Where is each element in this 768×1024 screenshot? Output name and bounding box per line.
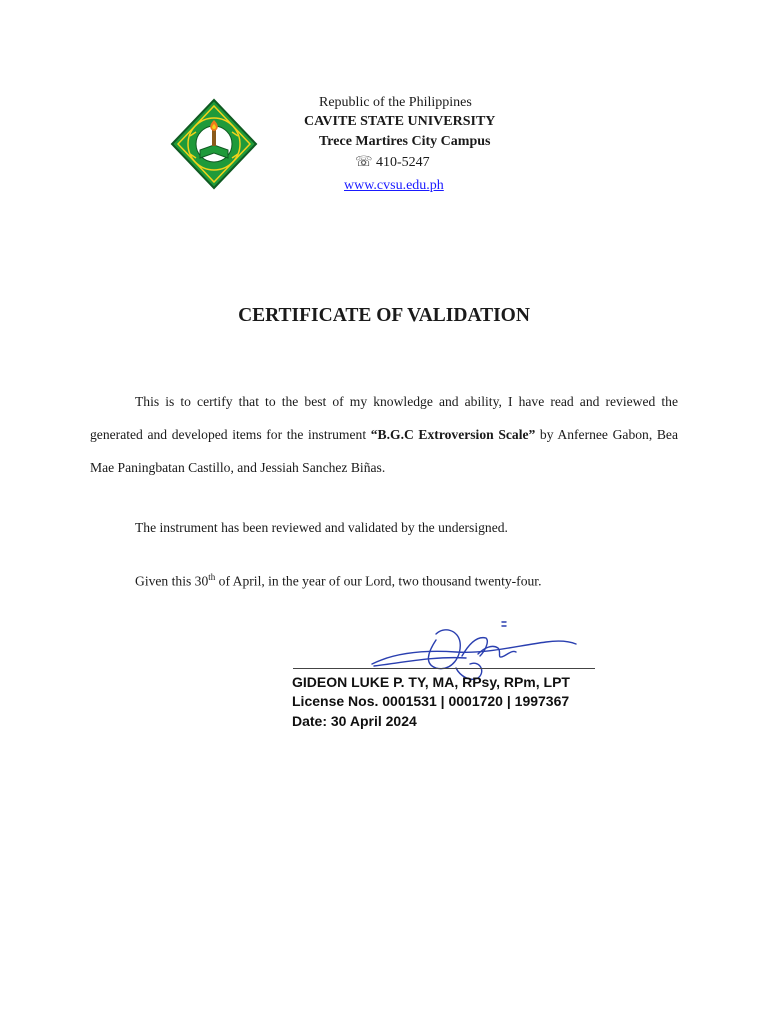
certification-paragraph [90, 385, 678, 484]
given-date-statement [135, 572, 541, 590]
license-numbers: License Nos. 0001531 | 0001720 | 1997367 [292, 693, 570, 709]
signature-line [293, 668, 595, 669]
phone-line [355, 153, 430, 173]
signatory-name: GIDEON LUKE P. TY, MA, RPsy, RPm, LPT [292, 674, 570, 690]
website-link[interactable]: www.cvsu.edu.ph [344, 178, 444, 193]
university-seal-logo [170, 98, 258, 190]
ordinal-suffix: th [208, 572, 216, 582]
paragraph-start: This is to certify that to the best of my knowledge and ability, I have read and reviewed the generated and developed items for the instrument [90, 394, 678, 442]
telephone-icon: ☏ [355, 155, 373, 170]
republic-line: Republic of the Philippines [319, 95, 472, 110]
signature-date: Date: 30 April 2024 [292, 713, 417, 729]
certificate-title: CERTIFICATE OF VALIDATION [238, 305, 530, 326]
paragraph-end: by Anfernee Gabon, Bea Mae Paningbatan Castillo, and Jessiah Sanchez Biñas. [90, 427, 678, 475]
given-end: of April, in the year of our Lord, two thousand twenty-four. [215, 573, 542, 589]
validation-statement: The instrument has been reviewed and validated by the undersigned. [135, 520, 508, 535]
phone-number: 410-5247 [376, 155, 430, 170]
instrument-name: “B.G.C Extroversion Scale” [370, 427, 536, 442]
given-start: Given this 30 [135, 573, 209, 589]
university-name: CAVITE STATE UNIVERSITY [304, 114, 496, 129]
campus-name: Trece Martires City Campus [319, 134, 491, 149]
